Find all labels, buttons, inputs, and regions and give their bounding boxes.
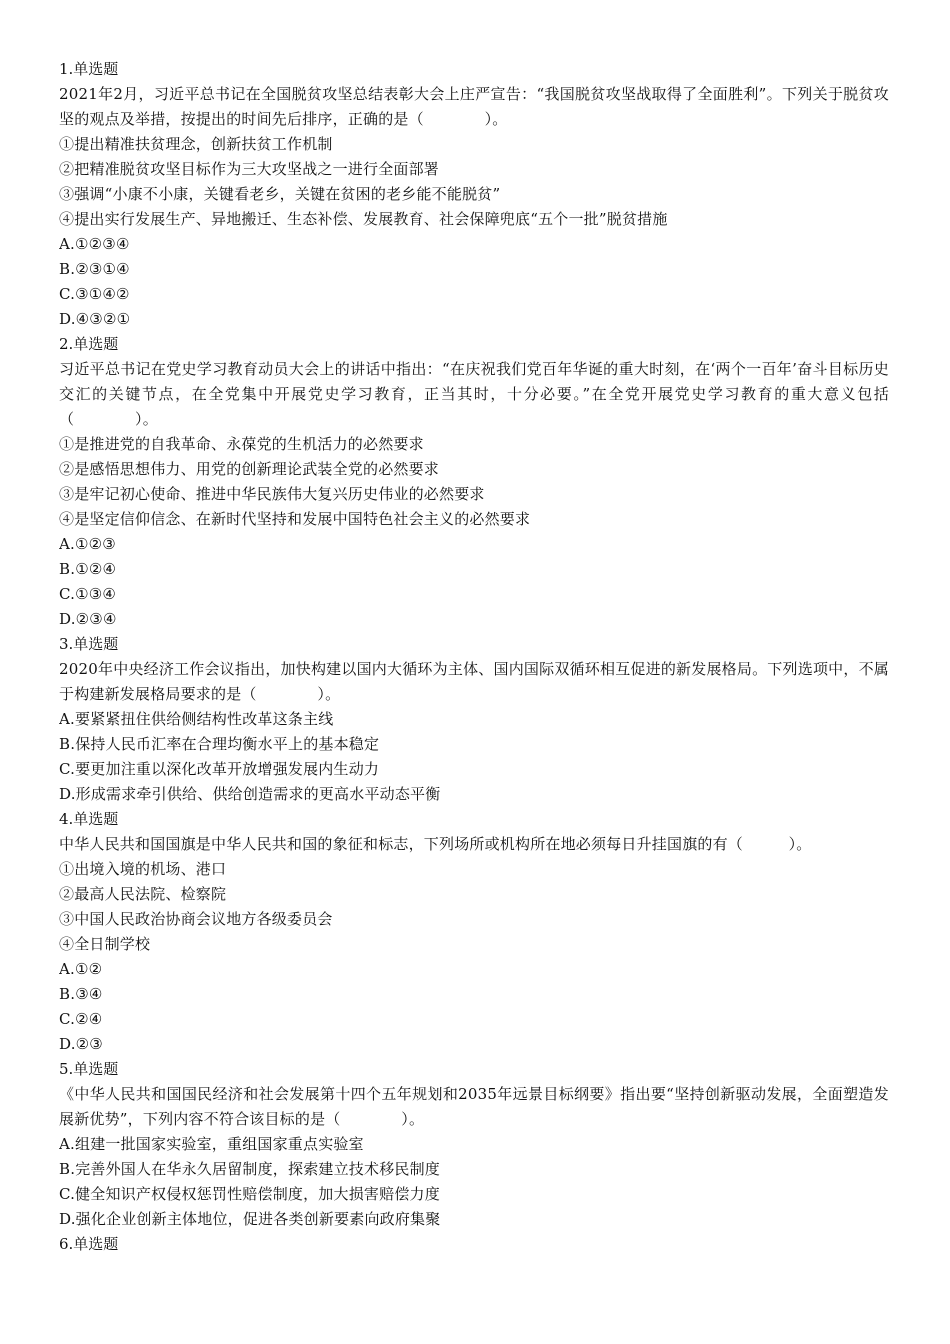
- statement-item: ①是推进党的自我革命、永葆党的生机活力的必然要求: [59, 435, 424, 453]
- answer-option: C.要更加注重以深化改革开放增强发展内生动力: [59, 760, 380, 778]
- question-block: [59, 1232, 889, 1257]
- question-stem: 2021年2月，习近平总书记在全国脱贫攻坚总结表彰大会上庄严宣告：“我国脱贫攻坚战取得了全面胜利”。下列关于脱贫攻坚的观点及举措，按提出的时间先后排序，正确的是（ ）。: [59, 85, 889, 128]
- question-stem: 习近平总书记在党史学习教育动员大会上的讲话中指出：“在庆祝我们党百年华诞的重大时刻，在‘两个一百年’奋斗目标历史交汇的关键节点，在全党集中开展党史学习教育，正当其时，十分必要。”在全党开展党史学习教育的重大意义包括（ ）。: [59, 360, 889, 428]
- answer-option: D.形成需求牵引供给、供给创造需求的更高水平动态平衡: [59, 785, 441, 803]
- answer-option: A.①②: [59, 960, 103, 978]
- answer-option: B.完善外国人在华永久居留制度，探索建立技术移民制度: [59, 1160, 440, 1178]
- question-heading: 1.单选题: [59, 60, 119, 78]
- answer-option: B.①②④: [59, 560, 117, 578]
- question-document: [59, 57, 889, 1257]
- question-stem: 《中华人民共和国国民经济和社会发展第十四个五年规划和2035年远景目标纲要》指出要“坚持创新驱动发展，全面塑造发展新优势”，下列内容不符合该目标的是（ ）。: [59, 1085, 889, 1128]
- answer-option: C.①③④: [59, 585, 117, 603]
- question-heading: 4.单选题: [59, 810, 119, 828]
- question-stem: 2020年中央经济工作会议指出，加快构建以国内大循环为主体、国内国际双循环相互促进的新发展格局。下列选项中，不属于构建新发展格局要求的是（ ）。: [59, 660, 889, 703]
- statement-item: ③中国人民政治协商会议地方各级委员会: [59, 910, 333, 928]
- question-block: [59, 332, 889, 632]
- statement-item: ③强调“小康不小康，关键看老乡，关键在贫困的老乡能不能脱贫”: [59, 185, 501, 203]
- statement-item: ②最高人民法院、检察院: [59, 885, 227, 903]
- answer-option: A.要紧紧扭住供给侧结构性改革这条主线: [59, 710, 334, 728]
- answer-option: A.组建一批国家实验室，重组国家重点实验室: [59, 1135, 364, 1153]
- question-block: [59, 807, 889, 1057]
- answer-option: C.健全知识产权侵权惩罚性赔偿制度，加大损害赔偿力度: [59, 1185, 440, 1203]
- question-heading: 5.单选题: [59, 1060, 119, 1078]
- question-stem: 中华人民共和国国旗是中华人民共和国的象征和标志，下列场所或机构所在地必须每日升挂国旗的有（ ）。: [59, 835, 812, 853]
- answer-option: C.③①④②: [59, 285, 130, 303]
- statement-item: ④是坚定信仰信念、在新时代坚持和发展中国特色社会主义的必然要求: [59, 510, 531, 528]
- answer-option: B.③④: [59, 985, 103, 1003]
- answer-option: D.②③④: [59, 610, 117, 628]
- question-block: [59, 632, 889, 807]
- answer-option: D.②③: [59, 1035, 103, 1053]
- question-heading: 3.单选题: [59, 635, 119, 653]
- statement-item: ②是感悟思想伟力、用党的创新理论武装全党的必然要求: [59, 460, 440, 478]
- answer-option: A.①②③④: [59, 235, 130, 253]
- question-heading: 2.单选题: [59, 335, 119, 353]
- statement-item: ④全日制学校: [59, 935, 151, 953]
- question-block: [59, 1057, 889, 1232]
- statement-item: ④提出实行发展生产、异地搬迁、生态补偿、发展教育、社会保障兜底“五个一批”脱贫措施: [59, 210, 668, 228]
- answer-option: A.①②③: [59, 535, 116, 553]
- answer-option: B.保持人民币汇率在合理均衡水平上的基本稳定: [59, 735, 380, 753]
- question-heading: 6.单选题: [59, 1235, 119, 1253]
- answer-option: D.④③②①: [59, 310, 131, 328]
- answer-option: C.②④: [59, 1010, 103, 1028]
- statement-item: ③是牢记初心使命、推进中华民族伟大复兴历史伟业的必然要求: [59, 485, 485, 503]
- statement-item: ①提出精准扶贫理念，创新扶贫工作机制: [59, 135, 333, 153]
- statement-item: ①出境入境的机场、港口: [59, 860, 227, 878]
- question-block: [59, 57, 889, 332]
- statement-item: ②把精准脱贫攻坚目标作为三大攻坚战之一进行全面部署: [59, 160, 440, 178]
- answer-option: D.强化企业创新主体地位，促进各类创新要素向政府集聚: [59, 1210, 441, 1228]
- answer-option: B.②③①④: [59, 260, 130, 278]
